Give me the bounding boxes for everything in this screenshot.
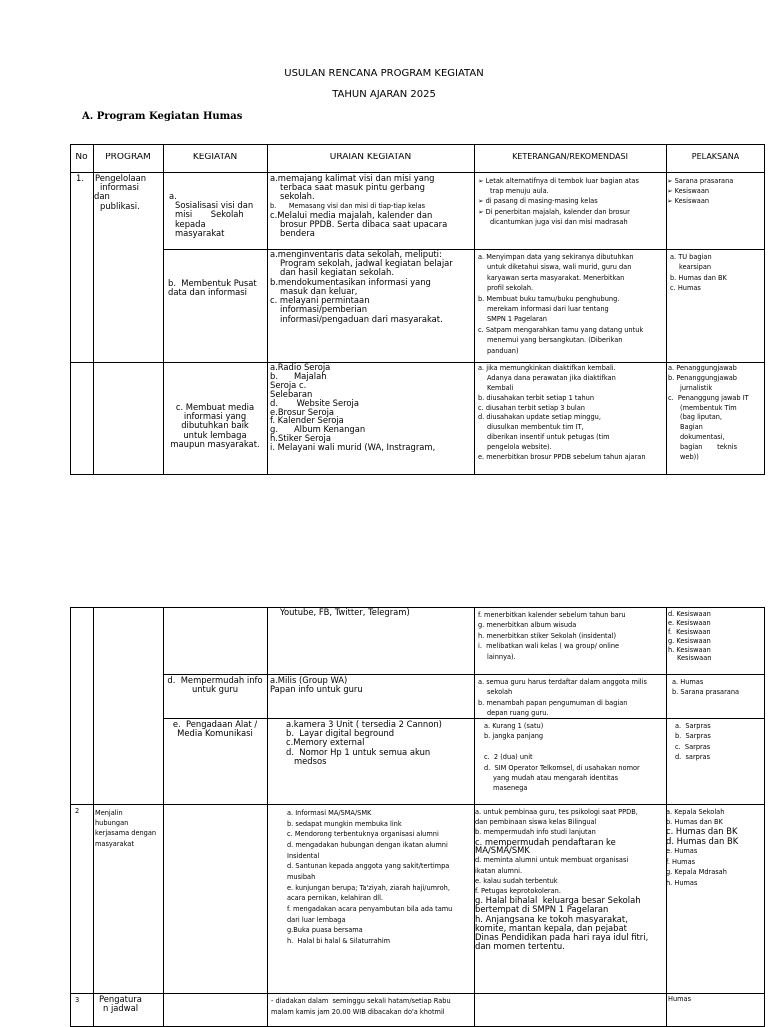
uraian-cell <box>286 720 473 766</box>
keterangan-line: Dinas Pendidikan pada hari raya idul fitri, <box>475 932 649 943</box>
kegiatan-cell <box>163 720 267 738</box>
header-divider <box>70 172 765 173</box>
pelaksana-line: a. Kepala Sekolah <box>666 808 725 816</box>
pelaksana-line <box>667 186 764 196</box>
pelaksana-line: c. Humas dan BK <box>666 826 738 837</box>
keterangan-line: e. menerbitkan brosur PPDB sebelum tahun ajaran <box>478 453 646 462</box>
keterangan-line: profil sekolah. <box>487 284 534 293</box>
pelaksana-text: Kesiswaan <box>674 197 710 206</box>
pelaksana-line: web)) <box>680 453 699 462</box>
uraian-line: h. Halal bi halal & Silaturrahim <box>287 937 391 946</box>
pelaksana-line: a. TU bagian <box>670 253 712 261</box>
keterangan-cell <box>478 610 666 662</box>
header-keterangan: KETERANGAN/REKOMENDASI <box>512 153 628 161</box>
program-cell <box>95 808 163 849</box>
pelaksana-line: b. Sarana prasarana <box>672 688 740 697</box>
uraian-line: a.Radio Seroja <box>270 363 331 372</box>
keterangan-line: a. jika memungkinkan diaktifkan kembali. <box>478 364 616 372</box>
row-number: 1. <box>76 174 84 183</box>
uraian-line: Selebaran <box>270 388 313 399</box>
pelaksana-line: a. Penanggungjawab <box>668 364 737 372</box>
uraian-line: informasi/pemberian <box>280 304 368 315</box>
arrow-bullet-icon: ➢ <box>478 207 486 216</box>
keterangan-line: merekam informasi dari luar tentang <box>487 305 609 314</box>
uraian-line: c.Melalui media majalah, kalender dan <box>270 209 433 220</box>
column-divider <box>474 144 475 475</box>
uraian-line: Papan info untuk guru <box>270 684 363 695</box>
program-line: Menjalin <box>95 809 123 817</box>
uraian-line: i. Melayani wali murid (WA, Instragram, <box>270 442 436 453</box>
keterangan-line: SMPN 1 Pagelaran <box>487 315 547 324</box>
keterangan-line: c. 2 (dua) unit <box>484 753 533 762</box>
uraian-line: - diadakan dalam seminggu sekali hatam/setiap Rabu <box>271 997 451 1005</box>
keterangan-line: h. Anjangsana ke tokoh masyarakat, <box>475 913 628 924</box>
keterangan-line <box>478 196 666 206</box>
pelaksana-line: b. Penanggungjawab <box>668 373 737 382</box>
pelaksana-line: d. Kesiswaan <box>668 610 711 618</box>
column-divider <box>267 607 268 1027</box>
keterangan-line: d. diusahakan update setiap minggu, <box>478 413 601 422</box>
uraian-line: f. Kalender Seroja <box>270 415 344 426</box>
keterangan-line: dan momen tertentu. <box>475 941 565 952</box>
program-cell <box>99 995 162 1013</box>
kegiatan-line: a. <box>169 192 177 201</box>
pelaksana-line <box>667 176 764 186</box>
keterangan-line <box>478 207 666 217</box>
keterangan-line: diusulkan membentuk tim IT, <box>487 423 584 432</box>
uraian-line: a.menginventaris data sekolah, meliputi: <box>270 250 442 259</box>
kegiatan-line: masyarakat <box>175 227 225 238</box>
uraian-line: informasi/pengaduan dari masyarakat. <box>280 313 443 324</box>
keterangan-line: b. Membuat buku tamu/buku penghubung. <box>478 294 620 303</box>
uraian-line: d. Nomor Hp 1 untuk semua akun <box>286 746 431 757</box>
keterangan-line: yang mudah atau mengarah identitas <box>493 774 619 783</box>
kegiatan-line: kepada <box>175 218 206 229</box>
header-program: PROGRAM <box>105 153 151 162</box>
kegiatan-cell <box>168 279 266 297</box>
uraian-line: c. Mendorong terbentuknya organisasi alumni <box>287 830 439 839</box>
keterangan-line: h. menerbitkan stiker Sekolah (insidental) <box>478 631 617 640</box>
kegiatan-line: b. Membentuk Pusat <box>168 279 257 288</box>
uraian-line: Insidental <box>287 851 320 860</box>
kegiatan-line: c. Membuat media <box>175 403 255 412</box>
keterangan-line: a. untuk pembinaa guru, tes psikologi saat PPDB, <box>475 808 638 816</box>
keterangan-line: f. Petugas keprotokoleran. <box>475 886 561 895</box>
pelaksana-text: Sarana prasarana <box>674 177 734 185</box>
keterangan-line: dan pembinaan siswa kelas Bilingual <box>475 818 597 827</box>
keterangan-line: trap menuju aula. <box>490 187 549 196</box>
uraian-cell <box>270 250 473 324</box>
uraian-line: e. kunjungan berupa; Ta'ziyah, ziarah haji/umroh, <box>287 883 450 892</box>
pelaksana-cell <box>675 721 764 763</box>
keterangan-line: untuk diketahui siswa, wali murid, guru dan <box>487 263 632 272</box>
uraian-line: d. mengadakan hubungan dengan ikatan alumni <box>287 841 448 850</box>
uraian-line: malam kamis jam 20.00 WIB dibacakan do'a khotmil <box>271 1007 445 1016</box>
uraian-line: acara pernikan, kelahiran dll. <box>287 894 384 903</box>
keterangan-line: bertempat di SMPN 1 Pagelaran <box>475 904 609 915</box>
kegiatan-line: misi Sekolah <box>175 209 244 220</box>
keterangan-line: i. melibatkan wali kelas ( wa group/ online <box>478 642 620 651</box>
pelaksana-line: bagian teknis <box>680 443 738 452</box>
keterangan-line: c. diusahan terbit setiap 3 bulan <box>478 403 585 412</box>
kegiatan-line: untuk guru <box>191 684 239 695</box>
keterangan-line: g. menerbitkan album wisuda <box>478 621 577 630</box>
keterangan-line: komite, mantan kepala, dan pejabat <box>475 922 627 933</box>
program-line: dan <box>94 191 110 202</box>
row-divider <box>70 804 765 805</box>
uraian-line: b. Layar digital beground <box>286 728 395 739</box>
pelaksana-line <box>667 196 764 206</box>
document-subtitle: TAHUN AJARAN 2025 <box>332 89 436 100</box>
pelaksana-line: f. Kesiswaan <box>668 627 711 636</box>
keterangan-line: c. mempermudah pendaftaran ke <box>475 836 616 847</box>
program-line: publikasi. <box>100 200 140 211</box>
keterangan-line: c. Satpam mengarahkan tamu yang datang untuk <box>478 325 644 334</box>
pelaksana-cell <box>667 176 764 207</box>
keterangan-line: pengelola website). <box>487 443 552 452</box>
pelaksana-line: (bag liputan, <box>680 413 723 422</box>
header-uraian: URAIAN KEGIATAN <box>329 153 412 162</box>
kegiatan-line: untuk lembaga <box>183 429 247 440</box>
pelaksana-line: c. Sarpras <box>675 742 711 751</box>
kegiatan-line: informasi yang <box>183 411 247 422</box>
uraian-line: a.kamera 3 Unit ( tersedia 2 Cannon) <box>286 720 442 729</box>
program-line: informasi <box>100 182 139 193</box>
program-line: masyarakat <box>95 839 134 848</box>
keterangan-line <box>478 176 666 186</box>
keterangan-line: f. menerbitkan kalender sebelum tahun baru <box>478 611 626 619</box>
kegiatan-line: data dan informasi <box>168 287 247 298</box>
kegiatan-line: dibutuhkan baik <box>181 420 249 431</box>
uraian-line: Program sekolah, jadwal kegiatan belajar <box>280 258 453 269</box>
pelaksana-cell <box>668 610 764 663</box>
pelaksana-line: h. Humas <box>666 878 698 887</box>
keterangan-line: Adanya dana perawatan jika diaktifkan <box>487 373 616 382</box>
keterangan-line: karyawan serta masyarakat. Menerbitkan <box>487 273 625 282</box>
uraian-line: bendera <box>280 228 315 239</box>
keterangan-line: b. diusahakan terbit setiap 1 tahun <box>478 393 595 402</box>
uraian-line: h.Stiker Seroja <box>270 433 332 444</box>
keterangan-line: d. SIM Operator Telkomsel, di usahakan nomor <box>484 763 640 772</box>
uraian-line: c.Memory external <box>286 737 365 748</box>
keterangan-cell <box>475 807 666 952</box>
kegiatan-line: d. Mempermudah info <box>167 676 263 685</box>
pelaksana-cell <box>670 252 764 294</box>
pelaksana-cell <box>672 677 764 698</box>
uraian-cell <box>271 996 473 1017</box>
pelaksana-line: g. Kesiswaan <box>668 636 711 645</box>
uraian-line: sekolah. <box>280 191 315 202</box>
row-number: 2 <box>75 808 80 815</box>
kegiatan-cell <box>163 403 267 449</box>
pelaksana-line: e. Humas <box>666 847 698 856</box>
pelaksana-line: jurnalistik <box>680 383 713 392</box>
uraian-cell <box>270 363 473 452</box>
uraian-line: a. Informasi MA/SMA/SMK <box>287 809 372 817</box>
program-cell <box>94 174 162 211</box>
column-divider <box>93 607 94 1027</box>
pelaksana-line: f. Humas <box>666 857 696 866</box>
keterangan-line: diberikan insentif untuk petugas (tim <box>487 433 610 442</box>
document-title: USULAN RENCANA PROGRAM KEGIATAN <box>284 68 484 79</box>
keterangan-line: menemui yang bersangkutan. (Diberikan <box>487 336 623 345</box>
uraian-cell <box>287 808 473 947</box>
uraian-line: b. Majalah <box>270 370 327 381</box>
uraian-line: brosur PPDB. Serta dibaca saat upacara <box>280 219 448 230</box>
keterangan-cell <box>478 252 666 356</box>
arrow-bullet-icon: ➢ <box>478 197 486 206</box>
keterangan-line: a. Kurang 1 (satu) <box>484 722 544 730</box>
header-no: No <box>75 153 88 162</box>
pelaksana-line: a. Humas <box>672 678 704 686</box>
uraian-cell: Youtube, FB, Twitter, Telegram) <box>280 608 410 617</box>
keterangan-cell <box>478 677 666 719</box>
uraian-line: masuk dan keluar, <box>280 285 358 296</box>
pelaksana-line: (membentuk Tim <box>680 403 737 412</box>
uraian-line: f. mengadakan acara penyambutan bila ada tamu <box>287 905 453 914</box>
program-line: hubungan <box>95 819 129 828</box>
program-line: Pengelolaan <box>95 174 147 183</box>
keterangan-line: Kembali <box>487 383 514 392</box>
keterangan-line: e. kalau sudah terbentuk <box>475 876 558 885</box>
keterangan-cell <box>484 721 666 794</box>
row-divider <box>163 674 765 675</box>
keterangan-line: masenega <box>493 784 528 793</box>
pelaksana-line: d. sarpras <box>675 753 711 762</box>
uraian-line: terbaca saat masuk pintu gerbang <box>280 182 425 193</box>
uraian-line: musibah <box>287 873 316 882</box>
pelaksana-line: b. Sarpras <box>675 732 711 741</box>
keterangan-line: dicantumkan juga visi dan misi madrasah <box>490 217 628 226</box>
pelaksana-line: d. Humas dan BK <box>666 835 739 846</box>
pelaksana-cell <box>666 807 764 888</box>
uraian-line: d. Santunan kepada anggota yang sakit/tertimpa <box>287 862 450 871</box>
keterangan-line: depan ruang guru. <box>487 709 549 718</box>
keterangan-line: a. Menyimpan data yang sekiranya dibutuhkan <box>478 253 634 261</box>
uraian-line: b. sedapat mungkin membuka link <box>287 819 402 828</box>
column-divider <box>267 144 268 475</box>
uraian-line: b. Memasang visi dan misi di tiap-tiap kelas <box>270 201 426 210</box>
kegiatan-line: Media Komunikasi <box>177 728 253 739</box>
keterangan-line: b. jangka panjang <box>484 732 544 741</box>
kegiatan-cell <box>169 192 265 238</box>
uraian-cell <box>270 174 473 239</box>
pelaksana-line: dokumentasi, <box>680 433 725 442</box>
column-divider <box>163 607 164 1027</box>
keterangan-line: g. Halal bihalal keluarga besar Sekolah <box>475 895 641 906</box>
program-line: kerjasama dengan <box>95 829 157 838</box>
pelaksana-text: Kesiswaan <box>674 187 710 196</box>
uraian-line: d. Website Seroja <box>270 397 359 408</box>
pelaksana-line: b. Humas dan BK <box>666 818 723 827</box>
pelaksana-cell: Humas <box>668 996 692 1003</box>
header-pelaksana: PELAKSANA <box>691 153 740 161</box>
program-line: Pengatura <box>99 995 142 1004</box>
pelaksana-line: a. Sarpras <box>675 722 711 730</box>
pelaksana-line: kearsipan <box>679 263 712 272</box>
arrow-bullet-icon: ➢ <box>667 177 675 185</box>
keterangan-line: panduan) <box>487 346 519 355</box>
uraian-line: g.Buka puasa bersama <box>287 926 363 935</box>
pelaksana-line: c. Humas <box>670 284 701 293</box>
uraian-line: medsos <box>294 755 327 766</box>
keterangan-line: d. meminta alumni untuk membuat organisasi <box>475 856 629 865</box>
keterangan-line: MA/SMA/SMK <box>475 845 530 856</box>
arrow-bullet-icon: ➢ <box>667 197 675 206</box>
keterangan-cell <box>478 176 666 227</box>
pelaksana-line: e. Kesiswaan <box>668 618 711 627</box>
arrow-bullet-icon: ➢ <box>667 187 675 196</box>
keterangan-line: b. menambah papan pengumuman di bagian <box>478 698 628 707</box>
kegiatan-line: Sosialisasi visi dan <box>175 200 254 211</box>
program-line: n jadwal <box>103 1003 139 1014</box>
kegiatan-line: e. Pengadaan Alat / <box>172 720 258 729</box>
keterangan-line: lainnya). <box>487 652 516 661</box>
keterangan-text: Letak alternatifnya di tembok luar bagian atas <box>485 177 639 185</box>
uraian-line: b.mendokumentasikan informasi yang <box>270 276 431 287</box>
keterangan-line <box>484 742 666 752</box>
uraian-line: e.Brosur Seroja <box>270 406 335 417</box>
uraian-line: c. melayani permintaan <box>270 295 370 306</box>
uraian-line: dan hasil kegiatan sekolah. <box>280 267 395 278</box>
uraian-line: Seroja c. <box>270 379 307 390</box>
keterangan-line: ikatan alumni. <box>475 866 523 875</box>
keterangan-line: sekolah <box>487 688 513 697</box>
uraian-line: a.memajang kalimat visi dan misi yang <box>270 174 435 183</box>
pelaksana-line: b. Humas dan BK <box>670 273 727 282</box>
uraian-line: g. Album Kenangan <box>270 424 366 435</box>
keterangan-line: a. semua guru harus terdaftar dalam anggota milis <box>478 678 647 686</box>
pelaksana-line: Bagian <box>680 423 703 432</box>
header-kegiatan: KEGIATAN <box>192 153 238 162</box>
row-divider <box>70 993 765 994</box>
arrow-bullet-icon: ➢ <box>478 177 486 185</box>
pelaksana-line: h. Kesiswaan <box>668 645 711 654</box>
row-number: 3 <box>75 997 80 1004</box>
keterangan-text: Di penerbitan majalah, kalender dan brosur <box>485 207 630 216</box>
pelaksana-cell <box>668 364 764 463</box>
row-divider <box>163 718 765 719</box>
keterangan-cell <box>478 364 666 463</box>
kegiatan-cell <box>163 676 267 694</box>
uraian-line: dari luar lembaga <box>287 915 346 924</box>
keterangan-line: b. mempermudah info studi lanjutan <box>475 828 596 837</box>
pelaksana-line: g. Kepala Mdrasah <box>666 868 727 877</box>
keterangan-text: di pasang di masing-masing kelas <box>485 197 598 206</box>
pelaksana-line: c. Penanggung jawab IT <box>668 393 749 402</box>
pelaksana-line: Kesiswaan <box>677 654 712 663</box>
section-heading: A. Program Kegiatan Humas <box>82 111 243 122</box>
uraian-cell <box>270 676 473 694</box>
uraian-line: a.Milis (Group WA) <box>270 676 348 685</box>
kegiatan-line: maupun masyarakat. <box>170 438 260 449</box>
